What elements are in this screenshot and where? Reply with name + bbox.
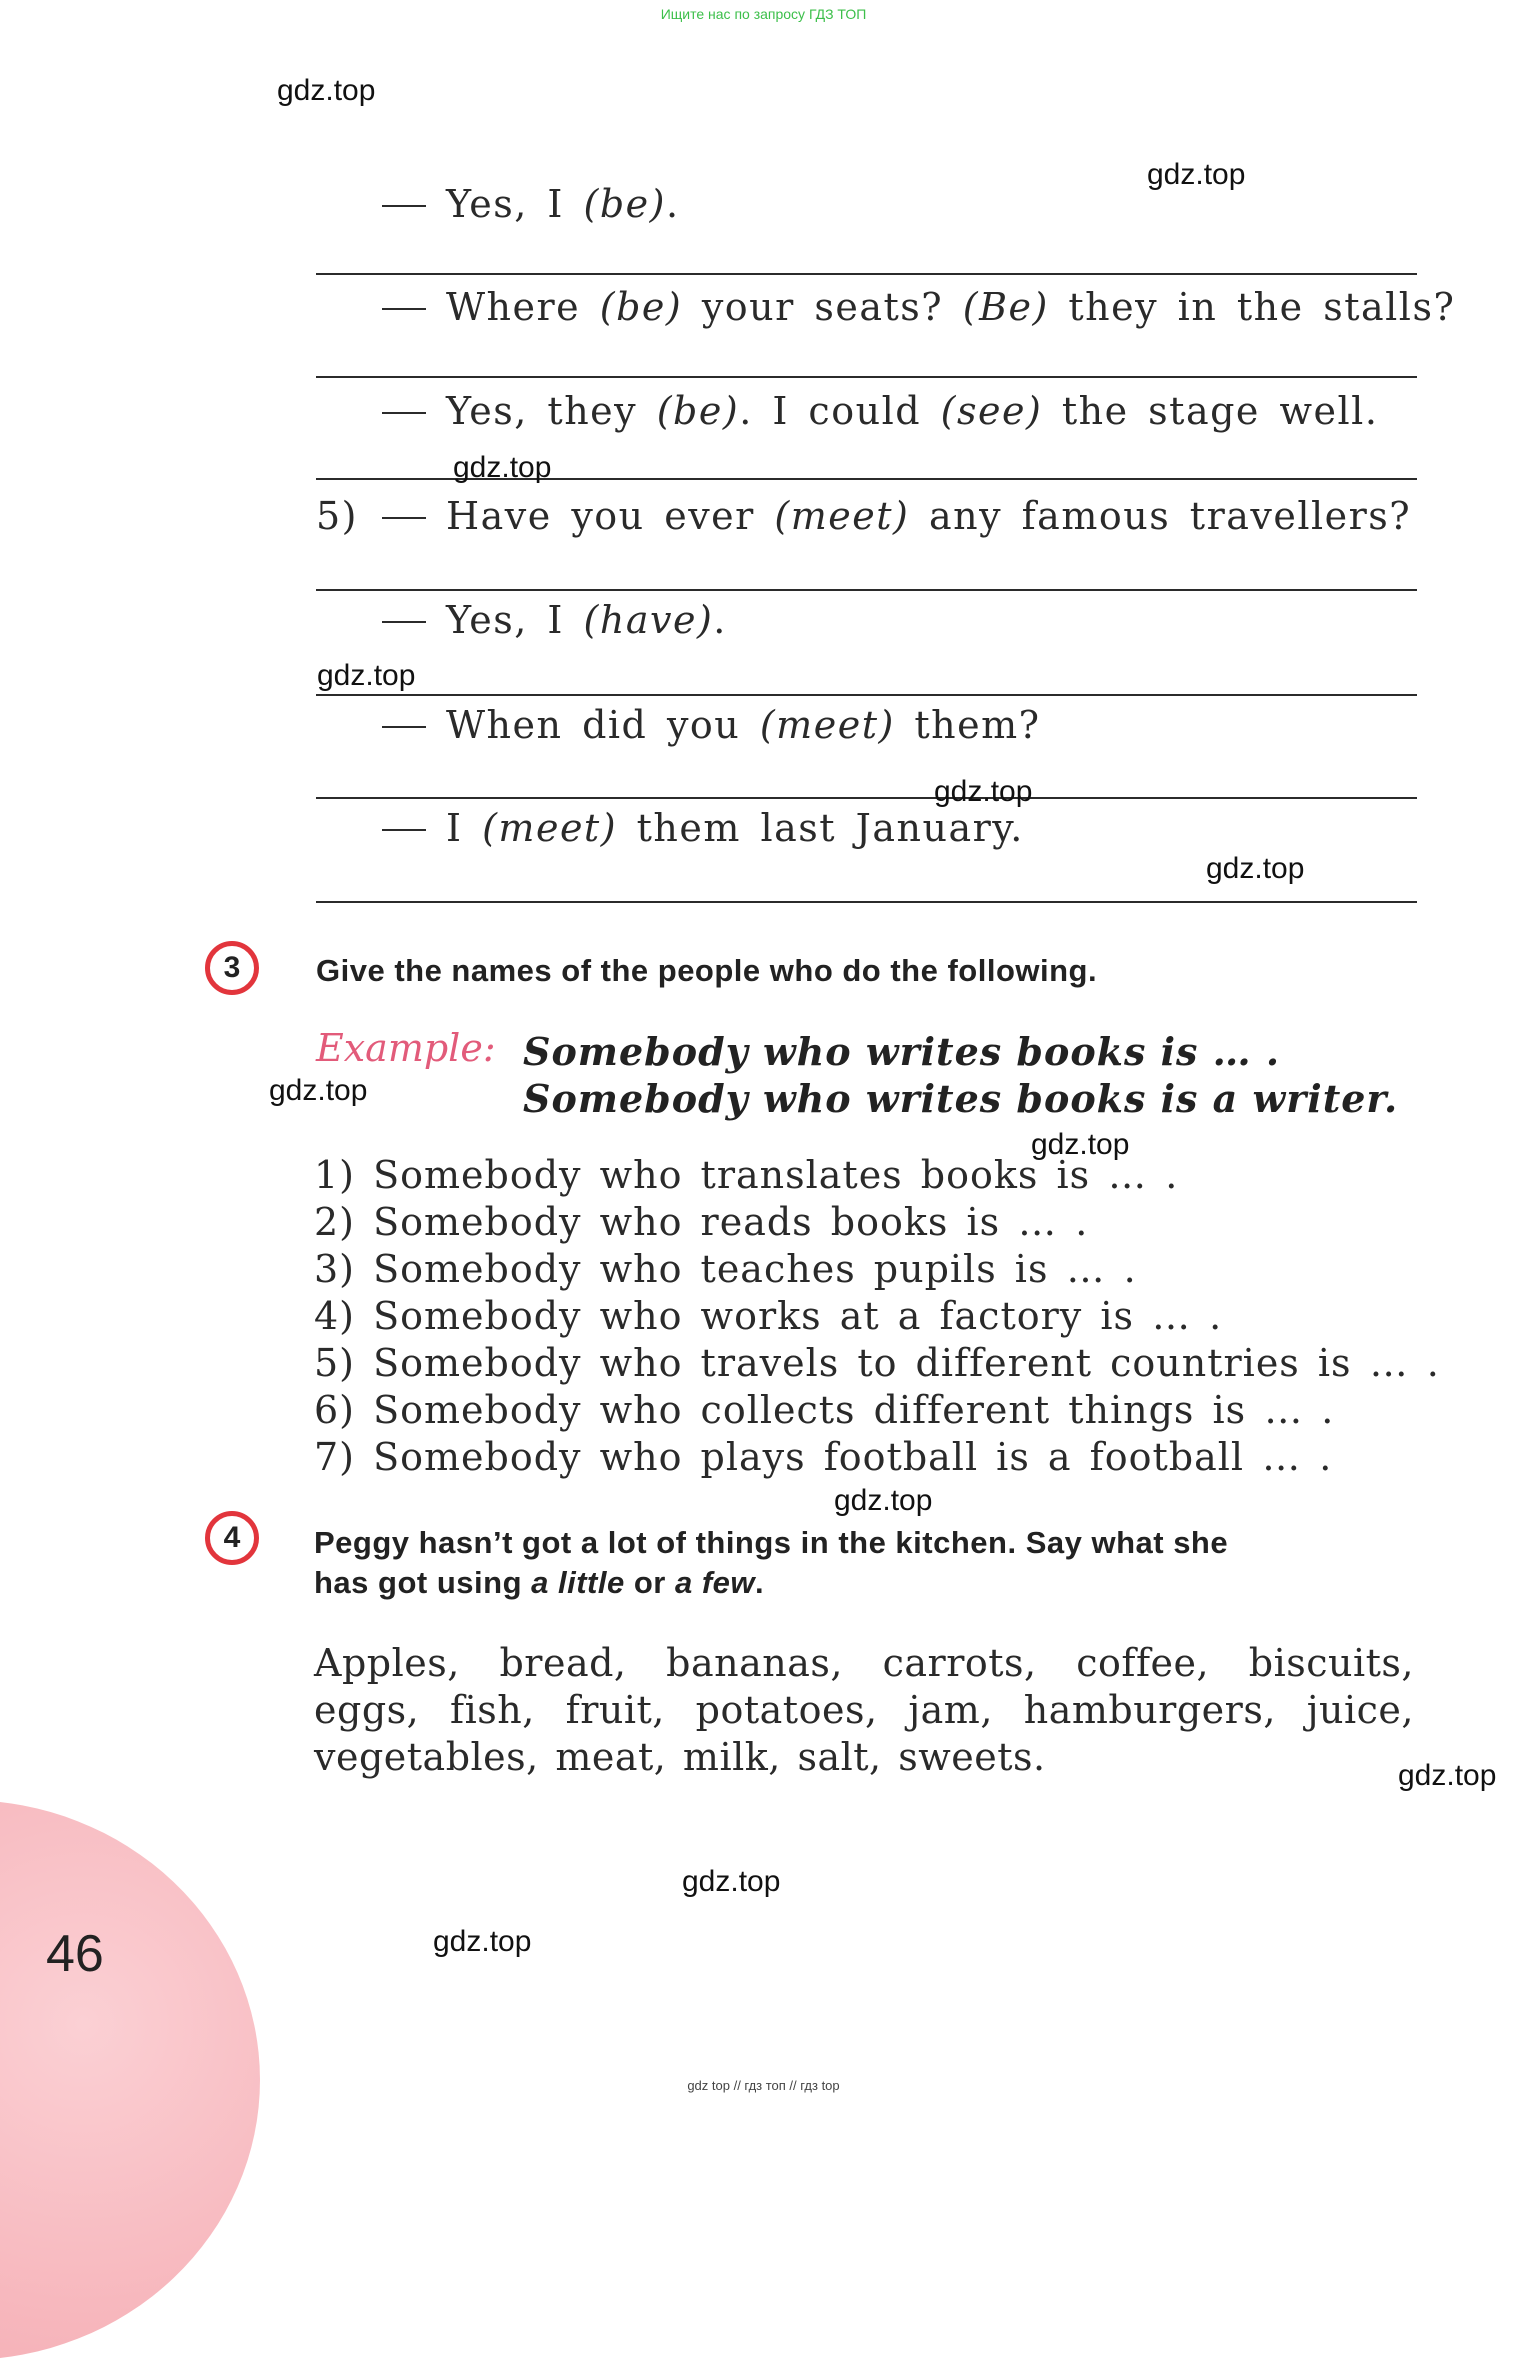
dialogue-text: Yes, they bbox=[446, 389, 657, 433]
dialogue-text: When did you bbox=[446, 703, 760, 747]
task-title-line2 bbox=[314, 1563, 764, 1603]
task-title-text: or bbox=[624, 1565, 675, 1600]
answer-line[interactable] bbox=[316, 273, 1417, 275]
dialogue-text: . bbox=[713, 598, 727, 642]
watermark[interactable]: gdz.top bbox=[1147, 158, 1246, 191]
task-title-text: . bbox=[755, 1565, 765, 1600]
list-item: 1) Somebody who translates books is … . bbox=[314, 1153, 1179, 1197]
dialogue-text: . bbox=[666, 182, 680, 226]
watermark[interactable]: gdz.top bbox=[934, 775, 1033, 808]
watermark[interactable]: gdz.top bbox=[682, 1865, 781, 1898]
dialogue-text: the stage well. bbox=[1042, 389, 1379, 433]
example-question: Somebody who writes books is … . bbox=[523, 1029, 1281, 1074]
top-banner[interactable]: Ищите нас по запросу ГДЗ ТОП bbox=[660, 6, 867, 22]
dialogue-line bbox=[316, 806, 1024, 850]
list-item: 6) Somebody who collects different things is … . bbox=[314, 1388, 1335, 1432]
verb-hint: (be) bbox=[599, 285, 683, 329]
list-item: 7) Somebody who plays football is a football … . bbox=[314, 1435, 1333, 1479]
word-list: Apples, bread, bananas, carrots, coffee, biscuits, eggs, fish, fruit, potatoes, jam, hamburgers, juice, vegetables, meat, milk, salt, sweets. bbox=[314, 1641, 1414, 1779]
dialogue-text: they in the stalls? bbox=[1048, 285, 1456, 329]
task-title-line1: Peggy hasn’t got a lot of things in the kitchen. Say what she bbox=[314, 1525, 1229, 1560]
task-title-text: has got using bbox=[314, 1565, 532, 1600]
dialogue-line bbox=[316, 598, 727, 642]
watermark[interactable]: gdz.top bbox=[453, 451, 552, 484]
dialogue-text: Where bbox=[446, 285, 600, 329]
example-answer: Somebody who writes books is a writer. bbox=[523, 1076, 1399, 1121]
task-title: Give the names of the people who do the following. bbox=[316, 953, 1098, 988]
bottom-banner[interactable]: gdz top // гдз топ // гдз top bbox=[687, 2078, 840, 2093]
dialogue-text: Have you ever bbox=[446, 494, 775, 538]
watermark[interactable]: gdz.top bbox=[1398, 1759, 1497, 1792]
item-number: 5) bbox=[316, 494, 359, 538]
dialogue-text: any famous travellers? bbox=[909, 494, 1412, 538]
dash-mark bbox=[382, 726, 426, 728]
verb-hint: (meet) bbox=[482, 806, 618, 850]
dialogue-line bbox=[316, 285, 1455, 329]
example-label: Example: bbox=[316, 1026, 496, 1070]
verb-hint: (have) bbox=[583, 598, 714, 642]
verb-hint: (be) bbox=[583, 182, 666, 226]
verb-hint: (Be) bbox=[962, 285, 1049, 329]
watermark[interactable]: gdz.top bbox=[1031, 1128, 1130, 1161]
task-title-italic: a bbox=[674, 1565, 693, 1600]
dialogue-text: Yes, I bbox=[446, 598, 584, 642]
dash-mark bbox=[382, 829, 426, 831]
watermark[interactable]: gdz.top bbox=[277, 74, 376, 107]
answer-line[interactable] bbox=[316, 376, 1417, 378]
answer-line[interactable] bbox=[316, 901, 1417, 903]
dialogue-line bbox=[316, 182, 680, 226]
watermark[interactable]: gdz.top bbox=[433, 1925, 532, 1958]
task-title-italic: a bbox=[531, 1565, 549, 1600]
dash-mark bbox=[382, 205, 426, 207]
verb-hint: (see) bbox=[940, 389, 1043, 433]
dialogue-text: your seats? bbox=[682, 285, 963, 329]
dash-mark bbox=[382, 621, 426, 623]
dialogue-text: them? bbox=[894, 703, 1041, 747]
answer-line[interactable] bbox=[316, 694, 1417, 696]
list-item: 4) Somebody who works at a factory is … . bbox=[314, 1294, 1223, 1338]
verb-hint: (meet) bbox=[759, 703, 895, 747]
dialogue-text: . I could bbox=[739, 389, 941, 433]
verb-hint: (meet) bbox=[774, 494, 910, 538]
watermark[interactable]: gdz.top bbox=[317, 659, 416, 692]
dash-mark bbox=[382, 412, 426, 414]
task-number-badge: 4 bbox=[205, 1511, 259, 1565]
dash-mark bbox=[382, 308, 426, 310]
watermark[interactable]: gdz.top bbox=[834, 1484, 933, 1517]
dialogue-text: Yes, I bbox=[446, 182, 584, 226]
page-number: 46 bbox=[46, 1925, 104, 1983]
list-item: 3) Somebody who teaches pupils is … . bbox=[314, 1247, 1137, 1291]
dialogue-line bbox=[316, 389, 1378, 433]
dash-mark bbox=[382, 517, 426, 519]
task-number-badge: 3 bbox=[205, 941, 259, 995]
answer-line[interactable] bbox=[316, 797, 1417, 799]
dialogue-line bbox=[316, 494, 1411, 538]
dialogue-line bbox=[316, 703, 1041, 747]
dialogue-text: I bbox=[446, 806, 483, 850]
dialogue-text: them last January. bbox=[617, 806, 1024, 850]
task-title-italic: little bbox=[558, 1565, 625, 1600]
list-item: 2) Somebody who reads books is … . bbox=[314, 1200, 1089, 1244]
watermark[interactable]: gdz.top bbox=[269, 1074, 368, 1107]
task-title-italic: few bbox=[701, 1565, 756, 1600]
verb-hint: (be) bbox=[656, 389, 740, 433]
watermark[interactable]: gdz.top bbox=[1206, 852, 1305, 885]
answer-line[interactable] bbox=[316, 589, 1417, 591]
list-item: 5) Somebody who travels to different countries is … . bbox=[314, 1341, 1440, 1385]
